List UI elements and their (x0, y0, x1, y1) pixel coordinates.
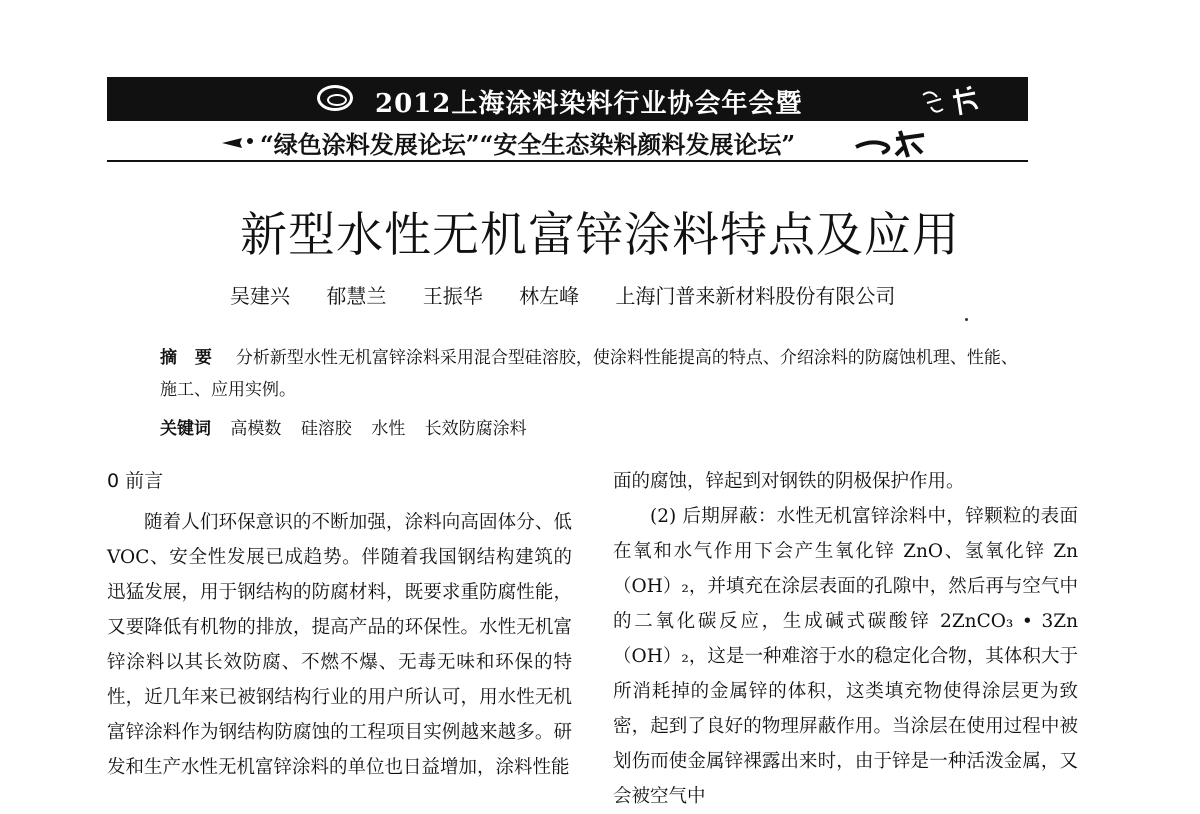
keywords-label: 关键词 (160, 419, 211, 439)
body-paragraph: (2) 后期屏蔽：水性无机富锌涂料中，锌颗粒的表面在氧和水气作用下会产生氧化锌 ZnO、氢氧化锌 Zn（OH）₂，并填充在涂层表面的孔隙中，然后再与空气中的二氧化碳反应，生成碱式碳酸锌 2ZnCO₃ • 3Zn（OH）₂，这是一种难溶于水的稳定化合物，其体积大于所消耗掉的金属锌的体积，这类填充物使得涂层更为致密，起到了良好的物理屏蔽作用。当涂层在使用过程中被划伤而使金属锌裸露出来时，由于锌是一种活泼金属，又会被空气中 (613, 506, 1078, 807)
association-logo-icon (317, 85, 353, 111)
author-name: 郁慧兰 (326, 284, 387, 308)
header-rule (107, 160, 1028, 162)
calligraphy-ji-icon (852, 125, 942, 159)
calligraphy-lunwenji-icon (917, 85, 987, 119)
keyword: 水性 (371, 419, 406, 439)
keywords (160, 414, 541, 439)
arrow-bullet-icon (220, 135, 256, 151)
author-name: 吴建兴 (230, 284, 290, 308)
right-column (613, 464, 1078, 814)
affiliation: 上海门普来新材料股份有限公司 (615, 284, 896, 308)
abstract-label: 摘 要 (160, 348, 218, 368)
body-paragraph-continuation: 面的腐蚀，锌起到对钢铁的阴极保护作用。 (613, 471, 965, 492)
conference-banner (107, 77, 1028, 121)
author-name: 王振华 (422, 284, 483, 308)
forum-subtitle-row (220, 123, 1000, 161)
banner-title: 2012上海涂料染料行业协会年会暨 (375, 89, 803, 119)
abstract-text: 分析新型水性无机富锌涂料采用混合型硅溶胶，使涂料性能提高的特点、介绍涂料的防腐蚀机理、性能、施工、应用实例。 (160, 348, 1018, 400)
author-name: 林左峰 (519, 284, 580, 308)
abstract (160, 342, 1030, 406)
body-paragraph: 随着人们环保意识的不断加强，涂料向高固体分、低 VOC、安全性发展已成趋势。伴随着我国钢结构建筑的迅猛发展，用于钢结构的防腐材料，既要求重防腐性能，又要降低有机物的排放，提高产品的环保性。水性无机富锌涂料以其长效防腐、不燃不爆、无毒无味和环保的特性，近几年来已被钢结构行业的用户所认可，用水性无机富锌涂料作为钢结构防腐蚀的工程项目实例越来越多。研发和生产水性无机富锌涂料的单位也日益增加，涂料性能 (107, 512, 572, 778)
speck (965, 318, 968, 321)
paper-title: 新型水性无机富锌涂料特点及应用 (240, 208, 960, 263)
section-heading: 0 前言 (107, 470, 164, 492)
keyword: 硅溶胶 (300, 419, 352, 439)
keyword: 高模数 (230, 419, 282, 439)
forum-titles: “绿色涂料发展论坛”“安全生态染料颜料发展论坛” (260, 130, 796, 159)
author-line (230, 280, 925, 309)
keyword: 长效防腐涂料 (424, 419, 527, 439)
left-column (107, 464, 572, 785)
